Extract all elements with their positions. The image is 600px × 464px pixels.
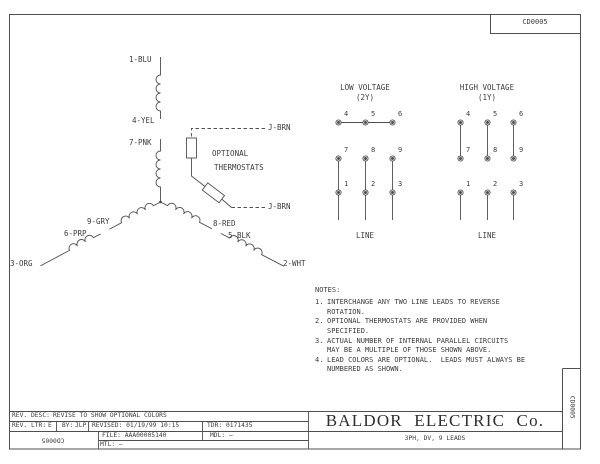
terminal-number: 9 — [398, 146, 403, 154]
mtl-field: MTL: – — [100, 441, 123, 448]
lead-label-1-blu: 1-BLU — [129, 55, 152, 64]
lead-label-4-yel: 4-YEL — [132, 116, 155, 125]
terminal-number: 4 — [466, 110, 471, 118]
note-line: INTERCHANGE ANY TWO LINE LEADS TO REVERSE — [327, 298, 500, 306]
high-voltage-subtitle: (1Y) — [477, 93, 497, 102]
revised-field: REVISED: 01/19/99 10:15 — [92, 422, 180, 429]
low-voltage-subtitle: (2Y) — [355, 93, 375, 102]
terminal-number: 6 — [519, 110, 524, 118]
tdr-field: TDR: 0171435 — [207, 422, 253, 429]
rev-desc-value: REVISE TO SHOW OPTIONAL COLORS — [53, 412, 167, 419]
terminal-number: 6 — [398, 110, 403, 118]
note-line: ACTUAL NUMBER OF INTERNAL PARALLEL CIRCUITS — [327, 337, 509, 345]
note-number: 1. — [315, 298, 324, 306]
terminal-number: 5 — [371, 110, 376, 118]
high-voltage-title: HIGH VOLTAGE — [459, 83, 515, 92]
note-line: OPTIONAL THERMOSTATS ARE PROVIDED WHEN — [327, 317, 488, 325]
doc-number-rotated-bottom: CD0005 — [41, 436, 65, 444]
terminal-number: 9 — [519, 146, 524, 154]
lead-label-8-red: 8-RED — [213, 219, 236, 228]
terminal-number: 1 — [344, 180, 349, 188]
company-name: BALDOR ELECTRIC Co. — [325, 411, 545, 430]
lead-label-2-wht: 2-WHT — [283, 259, 306, 268]
note-number: 2. — [315, 317, 324, 325]
file-field: FILE: AAA00005140 — [102, 432, 167, 439]
thermostat-caption-line2: THERMOSTATS — [214, 163, 264, 172]
terminal-number: 3 — [398, 180, 403, 188]
high-voltage-line-label: LINE — [477, 231, 497, 240]
terminal-number: 5 — [493, 110, 498, 118]
lead-label-6-prp: 6-PRP — [64, 229, 87, 238]
note-line: SPECIFIED. — [327, 327, 370, 335]
note-line: ROTATION. — [327, 308, 365, 316]
lead-label-3-org: 3-ORG — [10, 259, 33, 268]
lead-label-5-blk: 5-BLK — [228, 231, 251, 240]
doc-number-rotated-right: CD0005 — [568, 395, 576, 419]
terminal-number: 7 — [466, 146, 471, 154]
doc-number-box: CD0005 — [522, 18, 548, 26]
by-label: BY: — [62, 422, 74, 429]
note-line: NUMBERED AS SHOWN. — [327, 365, 403, 373]
lead-label-j-brn-top: J-BRN — [268, 123, 291, 132]
low-voltage-line-label: LINE — [355, 231, 375, 240]
note-number: 3. — [315, 337, 324, 345]
terminal-number: 7 — [344, 146, 349, 154]
note-number: 4. — [315, 356, 324, 364]
terminal-number: 8 — [493, 146, 498, 154]
low-voltage-connection — [336, 120, 395, 220]
notes-heading: NOTES: — [315, 286, 341, 294]
terminal-number: 3 — [519, 180, 524, 188]
terminal-number: 1 — [466, 180, 471, 188]
lead-label-j-brn-bottom: J-BRN — [268, 202, 291, 211]
rev-ltr-value: E — [48, 422, 52, 429]
terminal-number: 8 — [371, 146, 376, 154]
mdl-field: MDL: – — [210, 432, 233, 439]
lead-label-7-pnk: 7-PNK — [129, 138, 152, 147]
terminal-number: 2 — [371, 180, 376, 188]
by-value: JLP — [75, 422, 87, 429]
terminal-number: 2 — [493, 180, 498, 188]
rev-ltr-label: REV. LTR: — [12, 422, 47, 429]
rev-desc-label: REV. DESC: — [12, 412, 50, 419]
lead-label-9-gry: 9-GRY — [87, 217, 110, 226]
high-voltage-connection — [458, 120, 516, 220]
drawing-description: 3PH, DV, 9 LEADS — [404, 435, 466, 442]
low-voltage-title: LOW VOLTAGE — [340, 83, 390, 92]
terminal-number: 4 — [344, 110, 349, 118]
note-line: LEAD COLORS ARE OPTIONAL. LEADS MUST ALWAYS BE — [327, 356, 526, 364]
note-line: MAY BE A MULTIPLE OF THOSE SHOWN ABOVE. — [327, 346, 492, 354]
thermostat-caption-line1: OPTIONAL — [212, 149, 249, 158]
